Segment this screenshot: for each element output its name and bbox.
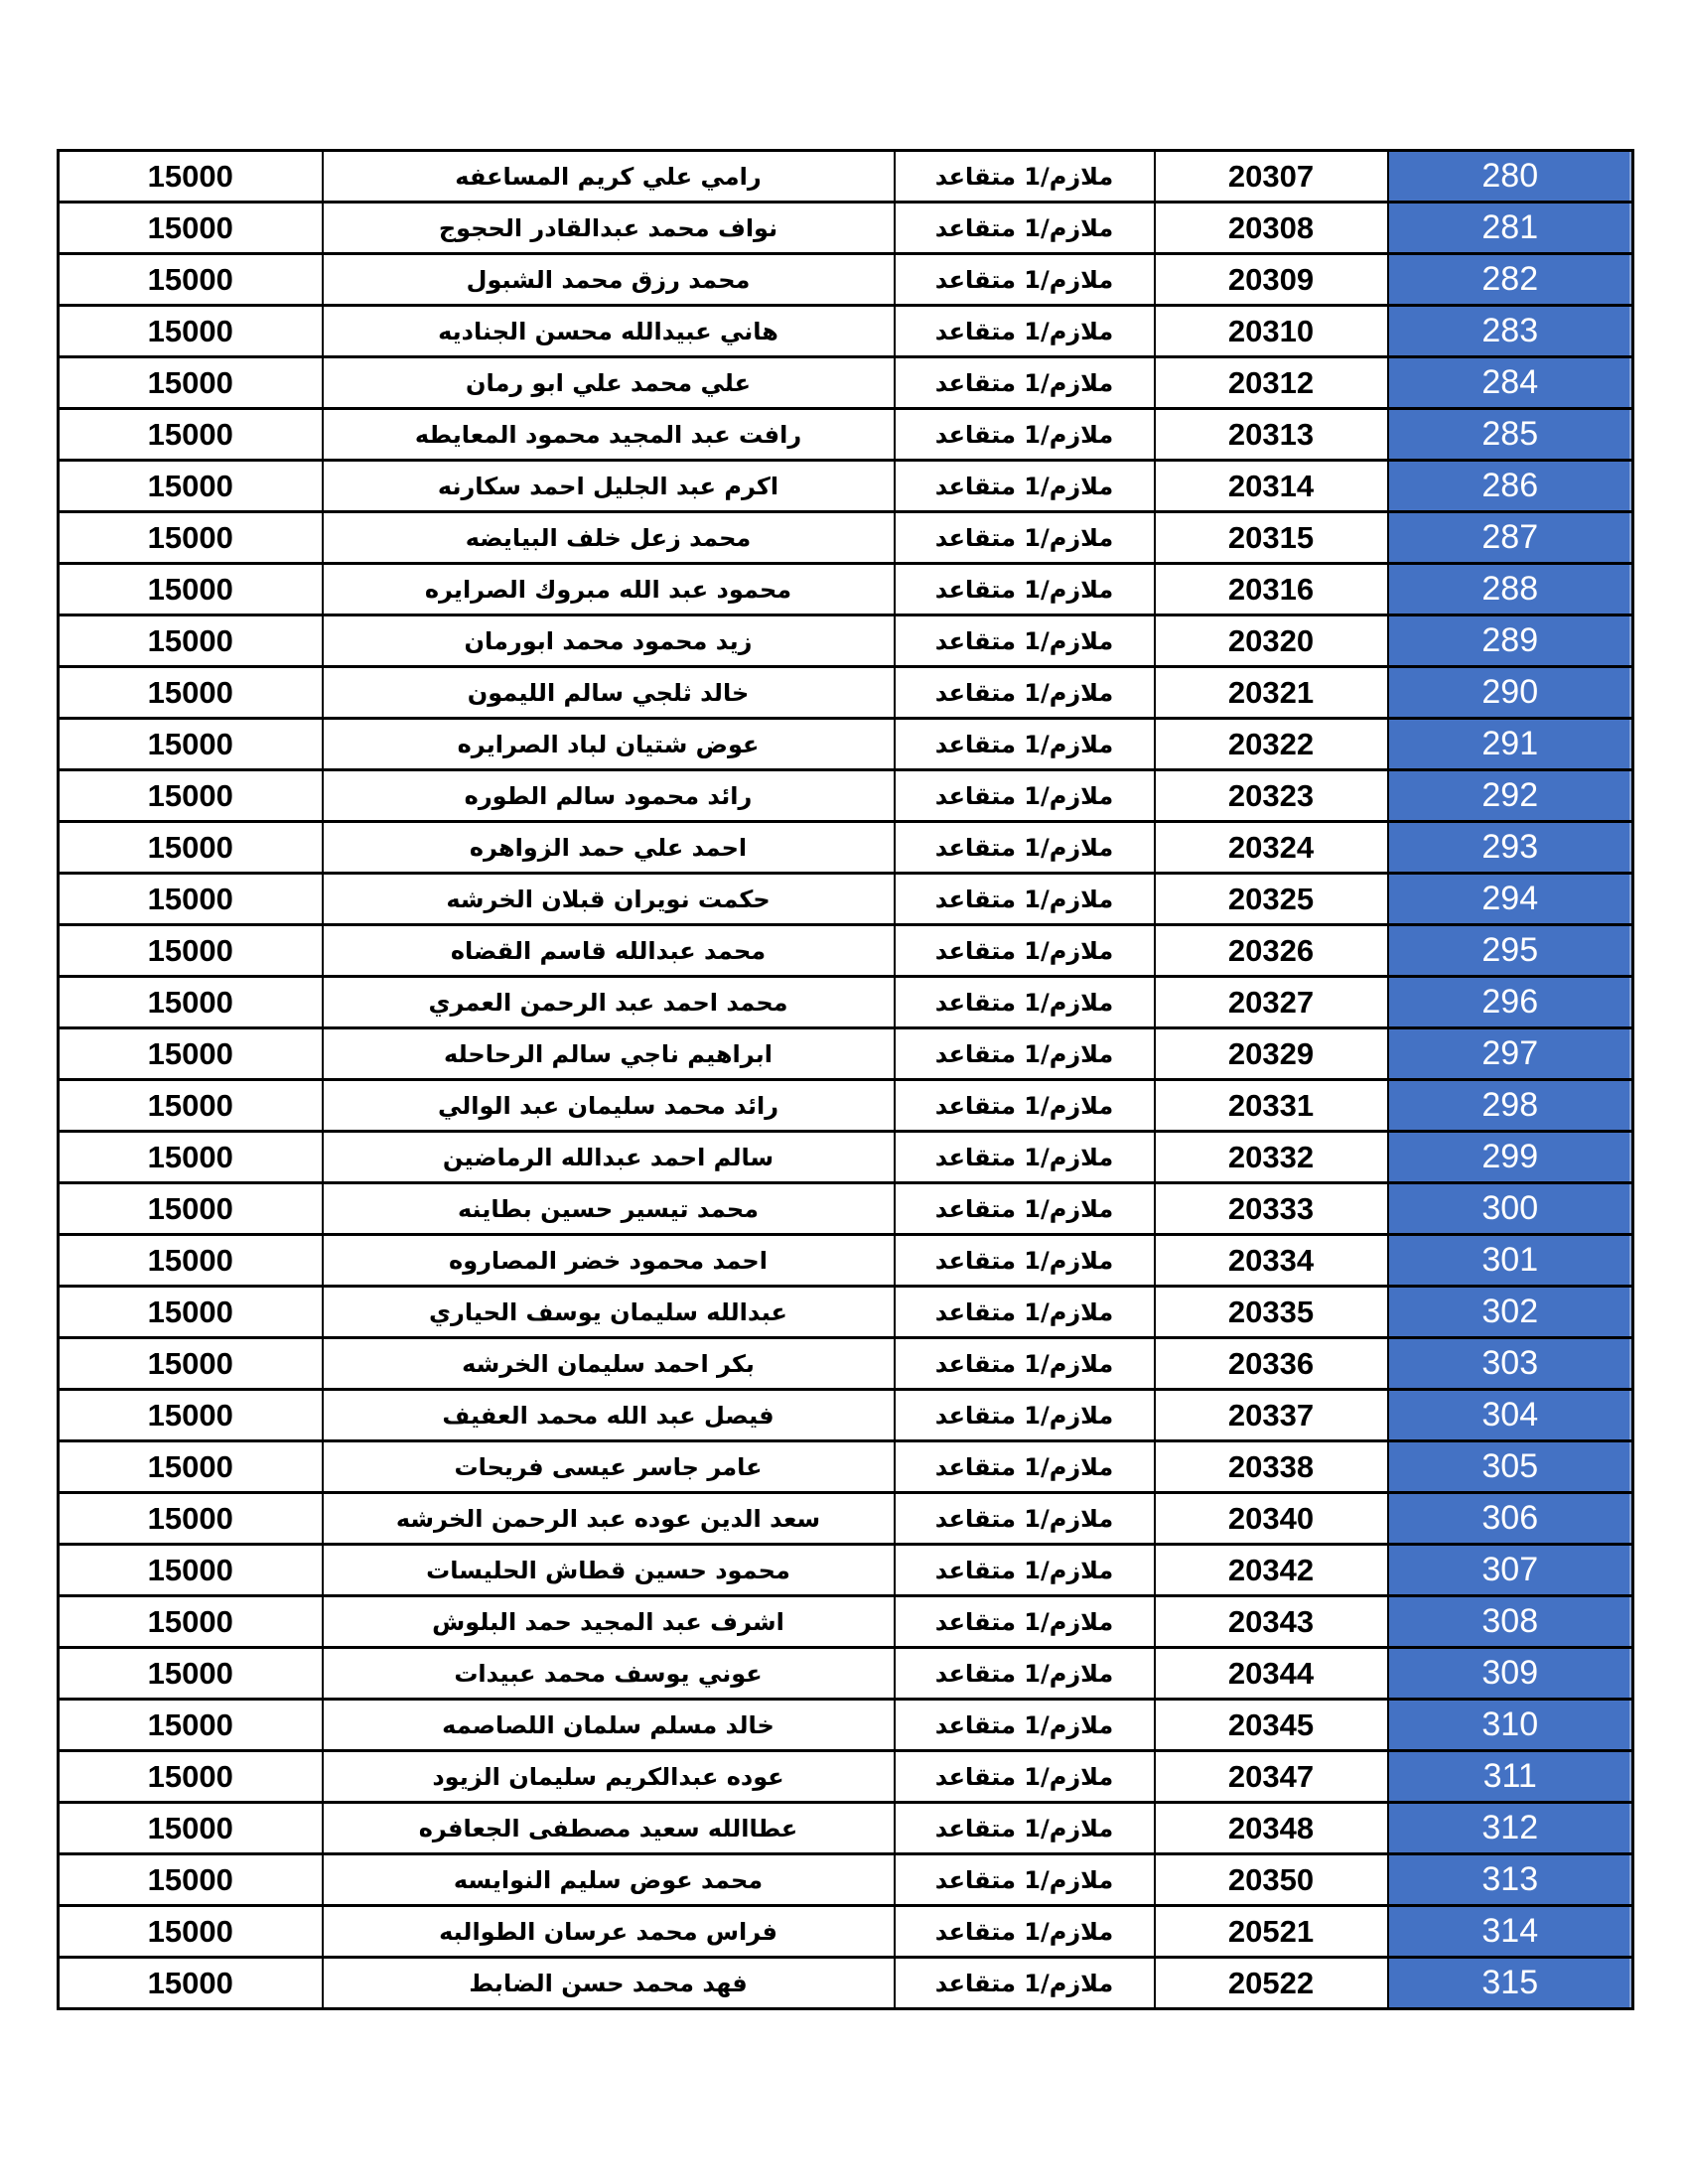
rank-cell: ملازم/1 متقاعد xyxy=(895,254,1155,306)
name-cell: عوض شتيان لباد الصرايره xyxy=(323,719,895,770)
amount-cell: 15000 xyxy=(59,254,323,306)
amount-cell: 15000 xyxy=(59,1441,323,1493)
table-row xyxy=(59,564,1633,615)
id-cell: 20331 xyxy=(1155,1080,1388,1132)
rank-cell: ملازم/1 متقاعد xyxy=(895,1906,1155,1958)
table-row xyxy=(59,461,1633,512)
rank-cell: ملازم/1 متقاعد xyxy=(895,1390,1155,1441)
name-cell: احمد علي حمد الزواهره xyxy=(323,822,895,874)
name-cell: محمود حسين قطاش الحليسات xyxy=(323,1545,895,1596)
name-cell: سالم احمد عبدالله الرماضين xyxy=(323,1132,895,1183)
name-cell: عوني يوسف محمد عبيدات xyxy=(323,1648,895,1700)
rank-cell: ملازم/1 متقاعد xyxy=(895,1080,1155,1132)
id-cell: 20326 xyxy=(1155,925,1388,977)
amount-cell: 15000 xyxy=(59,306,323,357)
name-cell: عوده عبدالكريم سليمان الزيود xyxy=(323,1751,895,1803)
table-row xyxy=(59,1648,1633,1700)
id-cell: 20314 xyxy=(1155,461,1388,512)
amount-cell: 15000 xyxy=(59,1596,323,1648)
seq-cell: 311 xyxy=(1388,1751,1633,1803)
name-cell: ابراهيم ناجي سالم الرحاحله xyxy=(323,1028,895,1080)
seq-cell: 293 xyxy=(1388,822,1633,874)
name-cell: رامي علي كريم المساعفه xyxy=(323,151,895,203)
name-cell: فراس محمد عرسان الطوالبه xyxy=(323,1906,895,1958)
table-row xyxy=(59,874,1633,925)
id-cell: 20344 xyxy=(1155,1648,1388,1700)
rank-cell: ملازم/1 متقاعد xyxy=(895,1287,1155,1338)
table-row xyxy=(59,667,1633,719)
amount-cell: 15000 xyxy=(59,1545,323,1596)
amount-cell: 15000 xyxy=(59,1854,323,1906)
id-cell: 20312 xyxy=(1155,357,1388,409)
table-row xyxy=(59,1596,1633,1648)
id-cell: 20315 xyxy=(1155,512,1388,564)
seq-cell: 297 xyxy=(1388,1028,1633,1080)
rank-cell: ملازم/1 متقاعد xyxy=(895,1493,1155,1545)
seq-cell: 313 xyxy=(1388,1854,1633,1906)
id-cell: 20336 xyxy=(1155,1338,1388,1390)
name-cell: بكر احمد سليمان الخرشه xyxy=(323,1338,895,1390)
rank-cell: ملازم/1 متقاعد xyxy=(895,1803,1155,1854)
table-row xyxy=(59,1080,1633,1132)
rank-cell: ملازم/1 متقاعد xyxy=(895,719,1155,770)
amount-cell: 15000 xyxy=(59,874,323,925)
rank-cell: ملازم/1 متقاعد xyxy=(895,1183,1155,1235)
id-cell: 20309 xyxy=(1155,254,1388,306)
amount-cell: 15000 xyxy=(59,1803,323,1854)
amount-cell: 15000 xyxy=(59,564,323,615)
rank-cell: ملازم/1 متقاعد xyxy=(895,822,1155,874)
amount-cell: 15000 xyxy=(59,719,323,770)
table-row xyxy=(59,977,1633,1028)
rank-cell: ملازم/1 متقاعد xyxy=(895,1751,1155,1803)
rank-cell: ملازم/1 متقاعد xyxy=(895,977,1155,1028)
name-cell: فهد محمد حسن الضابط xyxy=(323,1958,895,2009)
amount-cell: 15000 xyxy=(59,1648,323,1700)
seq-cell: 314 xyxy=(1388,1906,1633,1958)
amount-cell: 15000 xyxy=(59,1493,323,1545)
name-cell: عبدالله سليمان يوسف الحياري xyxy=(323,1287,895,1338)
amount-cell: 15000 xyxy=(59,357,323,409)
table-row xyxy=(59,615,1633,667)
name-cell: محمد زعل خلف البيايضه xyxy=(323,512,895,564)
rank-cell: ملازم/1 متقاعد xyxy=(895,512,1155,564)
rank-cell: ملازم/1 متقاعد xyxy=(895,1028,1155,1080)
id-cell: 20322 xyxy=(1155,719,1388,770)
rank-cell: ملازم/1 متقاعد xyxy=(895,1596,1155,1648)
id-cell: 20521 xyxy=(1155,1906,1388,1958)
amount-cell: 15000 xyxy=(59,1390,323,1441)
seq-cell: 306 xyxy=(1388,1493,1633,1545)
id-cell: 20310 xyxy=(1155,306,1388,357)
id-cell: 20320 xyxy=(1155,615,1388,667)
name-cell: هاني عبيدالله محسن الجناديه xyxy=(323,306,895,357)
rank-cell: ملازم/1 متقاعد xyxy=(895,1338,1155,1390)
rank-cell: ملازم/1 متقاعد xyxy=(895,203,1155,254)
name-cell: احمد محمود خضر المصاروه xyxy=(323,1235,895,1287)
amount-cell: 15000 xyxy=(59,822,323,874)
name-cell: خالد ثلجي سالم الليمون xyxy=(323,667,895,719)
table-row xyxy=(59,1235,1633,1287)
id-cell: 20347 xyxy=(1155,1751,1388,1803)
name-cell: محمد رزق محمد الشبول xyxy=(323,254,895,306)
name-cell: رائد محمد سليمان عبد الوالي xyxy=(323,1080,895,1132)
rank-cell: ملازم/1 متقاعد xyxy=(895,667,1155,719)
seq-cell: 280 xyxy=(1388,151,1633,203)
rank-cell: ملازم/1 متقاعد xyxy=(895,874,1155,925)
table-row xyxy=(59,409,1633,461)
table-row xyxy=(59,1390,1633,1441)
table-row xyxy=(59,512,1633,564)
amount-cell: 15000 xyxy=(59,925,323,977)
rank-cell: ملازم/1 متقاعد xyxy=(895,615,1155,667)
seq-cell: 287 xyxy=(1388,512,1633,564)
seq-cell: 288 xyxy=(1388,564,1633,615)
amount-cell: 15000 xyxy=(59,977,323,1028)
id-cell: 20334 xyxy=(1155,1235,1388,1287)
seq-cell: 283 xyxy=(1388,306,1633,357)
seq-cell: 310 xyxy=(1388,1700,1633,1751)
id-cell: 20325 xyxy=(1155,874,1388,925)
id-cell: 20348 xyxy=(1155,1803,1388,1854)
seq-cell: 289 xyxy=(1388,615,1633,667)
seq-cell: 299 xyxy=(1388,1132,1633,1183)
seq-cell: 296 xyxy=(1388,977,1633,1028)
name-cell: محمد عبدالله قاسم القضاه xyxy=(323,925,895,977)
id-cell: 20343 xyxy=(1155,1596,1388,1648)
name-cell: عامر جاسر عيسى فريحات xyxy=(323,1441,895,1493)
seq-cell: 302 xyxy=(1388,1287,1633,1338)
seq-cell: 285 xyxy=(1388,409,1633,461)
id-cell: 20327 xyxy=(1155,977,1388,1028)
amount-cell: 15000 xyxy=(59,1080,323,1132)
name-cell: نواف محمد عبدالقادر الحجوج xyxy=(323,203,895,254)
amount-cell: 15000 xyxy=(59,770,323,822)
table-row xyxy=(59,1441,1633,1493)
id-cell: 20323 xyxy=(1155,770,1388,822)
amount-cell: 15000 xyxy=(59,1751,323,1803)
rank-cell: ملازم/1 متقاعد xyxy=(895,357,1155,409)
rank-cell: ملازم/1 متقاعد xyxy=(895,1648,1155,1700)
table-row xyxy=(59,925,1633,977)
seq-cell: 309 xyxy=(1388,1648,1633,1700)
amount-cell: 15000 xyxy=(59,615,323,667)
id-cell: 20345 xyxy=(1155,1700,1388,1751)
name-cell: رافت عبد المجيد محمود المعايطه xyxy=(323,409,895,461)
rank-cell: ملازم/1 متقاعد xyxy=(895,1958,1155,2009)
rank-cell: ملازم/1 متقاعد xyxy=(895,409,1155,461)
id-cell: 20333 xyxy=(1155,1183,1388,1235)
rank-cell: ملازم/1 متقاعد xyxy=(895,1700,1155,1751)
roster-table-body xyxy=(59,151,1633,2009)
seq-cell: 307 xyxy=(1388,1545,1633,1596)
name-cell: محمود عبد الله مبروك الصرايره xyxy=(323,564,895,615)
id-cell: 20342 xyxy=(1155,1545,1388,1596)
table-row xyxy=(59,1751,1633,1803)
rank-cell: ملازم/1 متقاعد xyxy=(895,1441,1155,1493)
seq-cell: 304 xyxy=(1388,1390,1633,1441)
id-cell: 20338 xyxy=(1155,1441,1388,1493)
name-cell: محمد تيسير حسين بطاينه xyxy=(323,1183,895,1235)
seq-cell: 282 xyxy=(1388,254,1633,306)
rank-cell: ملازم/1 متقاعد xyxy=(895,461,1155,512)
seq-cell: 290 xyxy=(1388,667,1633,719)
rank-cell: ملازم/1 متقاعد xyxy=(895,1854,1155,1906)
table-row xyxy=(59,1338,1633,1390)
amount-cell: 15000 xyxy=(59,461,323,512)
name-cell: حكمت نويران قبلان الخرشه xyxy=(323,874,895,925)
name-cell: فيصل عبد الله محمد العفيف xyxy=(323,1390,895,1441)
seq-cell: 284 xyxy=(1388,357,1633,409)
amount-cell: 15000 xyxy=(59,151,323,203)
seq-cell: 312 xyxy=(1388,1803,1633,1854)
amount-cell: 15000 xyxy=(59,1958,323,2009)
amount-cell: 15000 xyxy=(59,1287,323,1338)
seq-cell: 281 xyxy=(1388,203,1633,254)
rank-cell: ملازم/1 متقاعد xyxy=(895,770,1155,822)
rank-cell: ملازم/1 متقاعد xyxy=(895,564,1155,615)
amount-cell: 15000 xyxy=(59,1338,323,1390)
rank-cell: ملازم/1 متقاعد xyxy=(895,151,1155,203)
table-row xyxy=(59,770,1633,822)
roster-table xyxy=(57,149,1634,2010)
name-cell: رائد محمود سالم الطوره xyxy=(323,770,895,822)
seq-cell: 298 xyxy=(1388,1080,1633,1132)
id-cell: 20337 xyxy=(1155,1390,1388,1441)
seq-cell: 303 xyxy=(1388,1338,1633,1390)
id-cell: 20332 xyxy=(1155,1132,1388,1183)
rank-cell: ملازم/1 متقاعد xyxy=(895,925,1155,977)
name-cell: عطاالله سعيد مصطفى الجعافره xyxy=(323,1803,895,1854)
seq-cell: 295 xyxy=(1388,925,1633,977)
rank-cell: ملازم/1 متقاعد xyxy=(895,1132,1155,1183)
name-cell: اكرم عبد الجليل احمد سكارنه xyxy=(323,461,895,512)
amount-cell: 15000 xyxy=(59,512,323,564)
id-cell: 20308 xyxy=(1155,203,1388,254)
table-row xyxy=(59,1854,1633,1906)
id-cell: 20340 xyxy=(1155,1493,1388,1545)
name-cell: سعد الدين عوده عبد الرحمن الخرشه xyxy=(323,1493,895,1545)
rank-cell: ملازم/1 متقاعد xyxy=(895,1235,1155,1287)
amount-cell: 15000 xyxy=(59,1235,323,1287)
amount-cell: 15000 xyxy=(59,1700,323,1751)
id-cell: 20522 xyxy=(1155,1958,1388,2009)
amount-cell: 15000 xyxy=(59,203,323,254)
table-row xyxy=(59,1028,1633,1080)
table-row xyxy=(59,254,1633,306)
rank-cell: ملازم/1 متقاعد xyxy=(895,306,1155,357)
id-cell: 20329 xyxy=(1155,1028,1388,1080)
name-cell: خالد مسلم سلمان اللصاصمه xyxy=(323,1700,895,1751)
amount-cell: 15000 xyxy=(59,667,323,719)
id-cell: 20335 xyxy=(1155,1287,1388,1338)
seq-cell: 305 xyxy=(1388,1441,1633,1493)
id-cell: 20324 xyxy=(1155,822,1388,874)
name-cell: محمد احمد عبد الرحمن العمري xyxy=(323,977,895,1028)
id-cell: 20313 xyxy=(1155,409,1388,461)
seq-cell: 292 xyxy=(1388,770,1633,822)
table-row xyxy=(59,1493,1633,1545)
id-cell: 20316 xyxy=(1155,564,1388,615)
seq-cell: 294 xyxy=(1388,874,1633,925)
table-row xyxy=(59,357,1633,409)
amount-cell: 15000 xyxy=(59,1132,323,1183)
rank-cell: ملازم/1 متقاعد xyxy=(895,1545,1155,1596)
table-row xyxy=(59,1287,1633,1338)
table-row xyxy=(59,1958,1633,2009)
seq-cell: 315 xyxy=(1388,1958,1633,2009)
name-cell: علي محمد علي ابو رمان xyxy=(323,357,895,409)
amount-cell: 15000 xyxy=(59,1028,323,1080)
table-row xyxy=(59,1803,1633,1854)
table-row xyxy=(59,1183,1633,1235)
amount-cell: 15000 xyxy=(59,1906,323,1958)
seq-cell: 308 xyxy=(1388,1596,1633,1648)
id-cell: 20350 xyxy=(1155,1854,1388,1906)
seq-cell: 286 xyxy=(1388,461,1633,512)
amount-cell: 15000 xyxy=(59,1183,323,1235)
table-row xyxy=(59,306,1633,357)
amount-cell: 15000 xyxy=(59,409,323,461)
table-row xyxy=(59,1906,1633,1958)
seq-cell: 300 xyxy=(1388,1183,1633,1235)
name-cell: زيد محمود محمد ابورمان xyxy=(323,615,895,667)
id-cell: 20321 xyxy=(1155,667,1388,719)
table-row xyxy=(59,1545,1633,1596)
name-cell: محمد عوض سليم النوايسه xyxy=(323,1854,895,1906)
table-row xyxy=(59,1132,1633,1183)
seq-cell: 291 xyxy=(1388,719,1633,770)
id-cell: 20307 xyxy=(1155,151,1388,203)
name-cell: اشرف عبد المجيد حمد البلوش xyxy=(323,1596,895,1648)
table-row xyxy=(59,1700,1633,1751)
table-row xyxy=(59,719,1633,770)
table-row xyxy=(59,151,1633,203)
table-row xyxy=(59,822,1633,874)
seq-cell: 301 xyxy=(1388,1235,1633,1287)
table-row xyxy=(59,203,1633,254)
